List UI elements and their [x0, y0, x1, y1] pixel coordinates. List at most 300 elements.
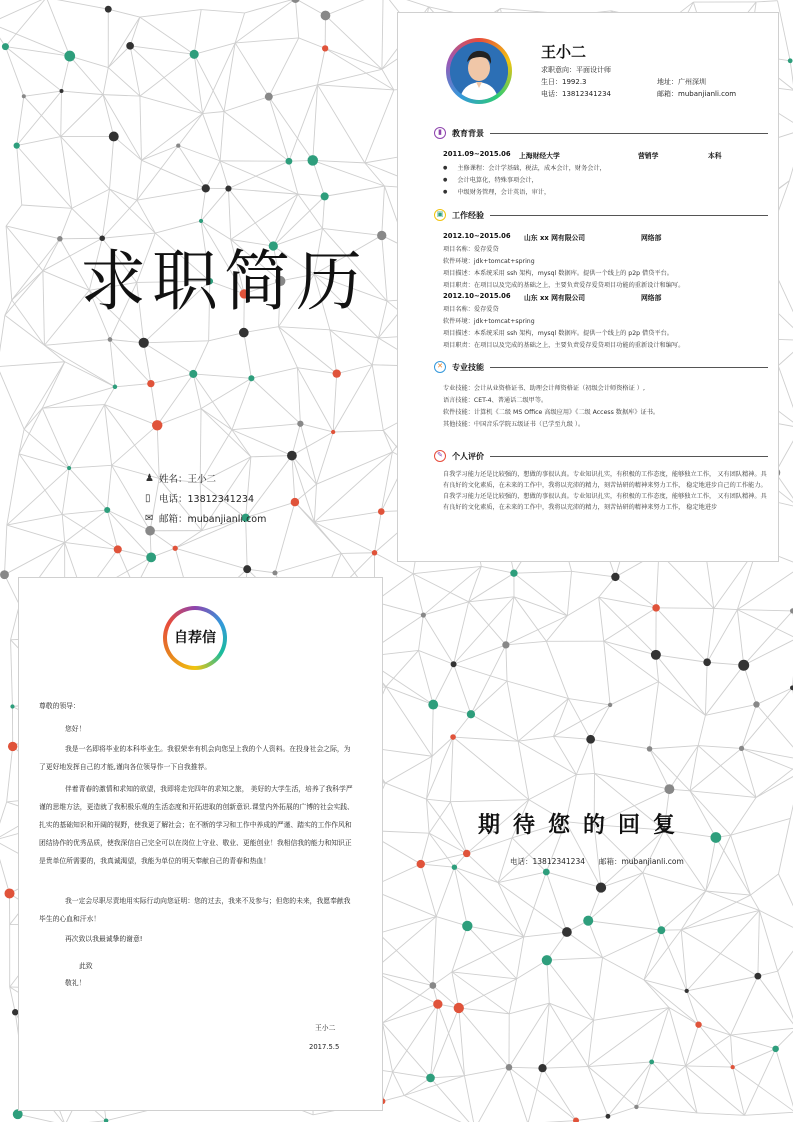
- network-line: [471, 714, 518, 741]
- network-line: [464, 1067, 509, 1075]
- network-line: [644, 980, 669, 1008]
- job-line: 软件环境：jdk+tomcat+spring: [443, 318, 535, 325]
- edu-period: 2011.09~2015.06: [443, 150, 511, 158]
- network-line: [413, 574, 469, 602]
- list-item: ● 主修课程：会计学基础，税法，成本会计，财务会计，: [443, 163, 606, 172]
- network-node: [286, 158, 293, 165]
- letter-paragraph: 再次致以我最诚挚的谢意!: [65, 935, 143, 943]
- network-node: [738, 660, 749, 671]
- network-line: [714, 608, 738, 609]
- network-line: [140, 17, 194, 54]
- network-line: [742, 704, 757, 748]
- network-line: [299, 38, 325, 48]
- network-line: [469, 602, 506, 645]
- network-node: [10, 704, 14, 708]
- skill-line: 软件技能：计算机《二级 MS Office 高级应用》《二级 Access 数据库》证书。: [443, 409, 660, 416]
- network-line: [232, 424, 300, 430]
- network-line: [365, 90, 394, 163]
- network-line: [194, 43, 235, 54]
- network-line: [464, 1076, 474, 1122]
- network-line: [553, 736, 576, 774]
- network-line: [325, 48, 394, 90]
- network-line: [547, 932, 567, 960]
- network-line: [114, 136, 142, 160]
- network-line: [201, 10, 244, 13]
- network-line: [110, 136, 114, 189]
- network-node: [657, 926, 665, 934]
- network-line: [382, 1072, 392, 1101]
- network-line: [698, 746, 741, 749]
- cover-phone: 电话：13812341234: [159, 494, 254, 505]
- network-line: [24, 429, 69, 468]
- network-line: [235, 0, 295, 43]
- network-line: [603, 958, 644, 980]
- network-line: [62, 468, 69, 514]
- network-node: [611, 573, 619, 581]
- network-line: [546, 616, 567, 642]
- network-line: [413, 566, 481, 573]
- network-line: [61, 95, 103, 137]
- network-node: [321, 11, 331, 21]
- network-line: [686, 1066, 733, 1067]
- network-line: [517, 960, 547, 979]
- network-line: [232, 378, 251, 429]
- network-line: [325, 48, 382, 69]
- network-line: [175, 531, 202, 549]
- network-node: [596, 882, 606, 892]
- network-line: [70, 56, 109, 68]
- cover-letter-page: [18, 577, 383, 1111]
- network-line: [514, 597, 546, 641]
- network-line: [151, 384, 157, 426]
- network-line: [481, 566, 514, 573]
- network-line: [295, 0, 298, 38]
- network-line: [650, 746, 699, 749]
- network-line: [382, 1023, 392, 1072]
- network-node: [291, 498, 299, 506]
- evaluation-title: 个人评价: [452, 451, 484, 461]
- network-node: [433, 999, 442, 1008]
- network-node: [322, 45, 328, 51]
- network-line: [61, 56, 69, 91]
- resume-name: 王小二: [541, 43, 587, 61]
- network-line: [758, 910, 760, 976]
- network-line: [543, 1067, 589, 1069]
- network-line: [140, 10, 201, 18]
- network-line: [759, 910, 777, 971]
- network-node: [731, 1065, 735, 1069]
- network-node: [562, 927, 572, 937]
- network-line: [706, 835, 731, 891]
- network-line: [421, 853, 467, 864]
- network-line: [576, 1116, 608, 1120]
- education-title: 教育背景: [452, 128, 484, 138]
- network-line: [778, 340, 793, 365]
- network-line: [269, 85, 318, 97]
- network-node: [64, 51, 75, 62]
- network-line: [130, 46, 194, 54]
- network-node: [608, 703, 612, 707]
- network-node: [190, 50, 199, 59]
- network-line: [604, 641, 659, 681]
- network-line: [7, 468, 69, 525]
- network-line: [42, 362, 64, 408]
- network-line: [759, 910, 793, 934]
- network-line: [594, 1008, 669, 1021]
- chart-icon: ▮: [434, 127, 446, 139]
- network-line: [643, 873, 706, 891]
- network-node: [8, 742, 17, 751]
- letter-date: 2017.5.5: [309, 1043, 340, 1051]
- network-line: [707, 662, 744, 665]
- network-node: [710, 832, 721, 843]
- network-line: [698, 715, 705, 745]
- network-line: [325, 15, 381, 69]
- network-line: [65, 362, 115, 387]
- network-line: [459, 1008, 465, 1076]
- job-line: 项目名称：爱存爱贷: [443, 246, 499, 253]
- network-line: [776, 1049, 793, 1112]
- network-line: [5, 271, 43, 315]
- network-line: [604, 641, 610, 705]
- edu-degree: 本科: [708, 152, 722, 160]
- phone-number: 电话：13812341234: [541, 90, 611, 98]
- network-line: [110, 340, 144, 343]
- network-line: [433, 664, 453, 704]
- network-line: [251, 378, 300, 423]
- network-line: [385, 756, 432, 783]
- network-node: [331, 430, 335, 434]
- network-line: [690, 791, 756, 798]
- network-line: [289, 161, 298, 194]
- network-node: [463, 850, 470, 857]
- work-header: [434, 208, 768, 222]
- job-company: 山东 xx 网有限公司: [524, 234, 586, 242]
- network-line: [591, 739, 650, 749]
- network-line: [421, 833, 429, 864]
- education-header: [434, 126, 768, 140]
- network-line: [69, 405, 104, 468]
- network-line: [44, 340, 110, 346]
- network-line: [137, 188, 206, 200]
- network-line: [103, 68, 108, 95]
- network-node: [421, 612, 426, 617]
- network-line: [313, 160, 365, 162]
- network-line: [144, 341, 209, 343]
- network-line: [686, 1066, 745, 1115]
- cover-contact: [145, 468, 266, 528]
- network-line: [0, 315, 5, 366]
- network-line: [322, 196, 324, 228]
- network-line: [697, 1113, 744, 1115]
- network-line: [69, 468, 107, 510]
- network-line: [751, 874, 779, 895]
- network-line: [279, 327, 337, 374]
- network-line: [318, 48, 326, 84]
- network-line: [235, 13, 244, 43]
- network-line: [452, 937, 524, 972]
- network-node: [108, 337, 113, 342]
- network-line: [778, 874, 793, 934]
- network-line: [686, 1035, 731, 1066]
- network-line: [70, 56, 103, 95]
- network-line: [244, 333, 252, 379]
- network-node: [248, 375, 254, 381]
- network-line: [6, 226, 60, 239]
- network-line: [731, 1035, 776, 1049]
- network-line: [588, 873, 643, 921]
- network-line: [4, 542, 64, 574]
- network-line: [251, 368, 297, 379]
- network-line: [314, 522, 341, 553]
- network-line: [543, 1020, 594, 1068]
- network-node: [4, 888, 14, 898]
- network-line: [341, 553, 374, 554]
- network-line: [588, 1067, 636, 1107]
- network-line: [220, 111, 224, 160]
- network-line: [705, 662, 707, 715]
- network-line: [224, 97, 269, 112]
- network-line: [244, 327, 279, 333]
- network-node: [176, 143, 180, 147]
- network-node: [307, 155, 318, 166]
- closing-2: 敬礼！: [65, 979, 86, 987]
- network-line: [393, 1072, 431, 1078]
- network-line: [314, 522, 374, 553]
- network-line: [0, 23, 5, 46]
- network-line: [372, 338, 378, 365]
- network-line: [43, 271, 45, 345]
- network-line: [314, 484, 316, 522]
- briefcase-icon: ▣: [434, 209, 446, 221]
- job-dept: 网络部: [641, 234, 662, 242]
- network-line: [650, 749, 670, 789]
- evaluation-header: [434, 449, 768, 463]
- job-line: 项目名称：爱存爱贷: [443, 306, 499, 313]
- network-line: [498, 883, 524, 937]
- portrait-image: [450, 42, 508, 100]
- network-line: [413, 574, 423, 615]
- network-line: [733, 1049, 776, 1067]
- network-line: [298, 194, 323, 228]
- network-line: [588, 1062, 652, 1067]
- network-node: [202, 184, 210, 192]
- network-line: [108, 46, 130, 68]
- job-line: 项目职责：在项目以及完成的基础之上，主要负责爱存爱贷项目功能的重新设计和编写。: [443, 282, 685, 289]
- network-node: [510, 570, 517, 577]
- network-line: [61, 91, 62, 137]
- network-line: [318, 85, 365, 163]
- letter-paragraph: 我一定会尽职尽责地用实际行动向您证明：您的过去，我来不及参与；但您的未来，我愿奉献我毕生的心血和汗水！: [39, 897, 351, 923]
- network-line: [576, 739, 590, 774]
- network-line: [509, 1067, 576, 1120]
- network-node: [426, 1074, 435, 1083]
- network-node: [14, 143, 20, 149]
- network-line: [453, 714, 471, 737]
- network-line: [543, 1068, 576, 1120]
- network-line: [452, 972, 517, 979]
- network-node: [502, 641, 509, 648]
- network-line: [636, 1107, 697, 1113]
- person-icon: ♟: [145, 472, 154, 484]
- network-line: [705, 665, 743, 715]
- network-line: [595, 773, 670, 789]
- network-line: [19, 454, 69, 468]
- network-line: [382, 986, 432, 1023]
- network-node: [685, 989, 689, 993]
- network-line: [431, 1008, 459, 1078]
- network-line: [438, 1004, 465, 1076]
- network-line: [393, 1072, 405, 1096]
- network-line: [112, 425, 158, 465]
- network-node: [225, 186, 231, 192]
- network-line: [421, 864, 455, 867]
- job-line: 项目职责：在项目以及完成的基础之上，主要负责爱存爱贷项目功能的重新设计和编写。: [443, 342, 685, 349]
- list-item: ● 中级财务管理，会计英语，审计，: [443, 187, 550, 196]
- network-line: [731, 835, 751, 895]
- network-line: [776, 1028, 793, 1049]
- network-line: [203, 111, 224, 113]
- network-line: [518, 699, 568, 742]
- network-line: [742, 688, 793, 749]
- network-node: [59, 89, 63, 93]
- network-line: [419, 650, 454, 664]
- network-line: [599, 597, 604, 641]
- network-line: [778, 934, 793, 971]
- network-node: [695, 1021, 701, 1027]
- network-line: [514, 573, 567, 616]
- network-line: [382, 186, 385, 235]
- network-line: [681, 930, 758, 976]
- network-line: [12, 271, 43, 300]
- network-node: [542, 955, 552, 965]
- network-line: [61, 137, 110, 190]
- network-node: [67, 466, 71, 470]
- edu-major: 营销学: [638, 152, 659, 160]
- network-line: [742, 748, 793, 760]
- network-node: [265, 93, 273, 101]
- network-node: [57, 236, 62, 241]
- network-line: [115, 384, 151, 387]
- network-line: [568, 699, 610, 705]
- network-line: [333, 430, 383, 432]
- network-line: [568, 699, 590, 740]
- network-line: [118, 549, 151, 557]
- network-line: [690, 791, 731, 835]
- network-line: [0, 367, 24, 430]
- network-line: [313, 160, 325, 196]
- network-line: [699, 1025, 733, 1067]
- phone-icon: ▯: [145, 492, 151, 504]
- network-node: [189, 370, 197, 378]
- network-line: [567, 571, 571, 616]
- network-line: [529, 775, 577, 800]
- network-line: [594, 958, 603, 1021]
- job-intent: 求职意向：平面设计师: [541, 66, 611, 74]
- avatar: [446, 38, 512, 104]
- network-line: [507, 681, 568, 699]
- network-node: [272, 570, 277, 575]
- thanks-title: 期待您的回复: [478, 813, 689, 838]
- edu-school: 上海财经大学: [519, 152, 560, 160]
- network-line: [452, 926, 467, 972]
- network-line: [110, 189, 156, 233]
- network-line: [141, 160, 205, 188]
- network-line: [471, 681, 507, 714]
- network-line: [295, 0, 325, 15]
- network-line: [382, 1095, 404, 1101]
- network-line: [22, 205, 72, 208]
- evaluation-text: 自我学习能力还是比较强的，想做的事很认真。专业知识扎实，有积极的工作态度，能够独立工作， 又有团队精神。具有良好的文化素质，在未来的工作中，我将以充沛的精力，刻苦钻研的精神来努力工作， 稳定地进步自己的工作能力。自我学习能力还是比较强的，想做的事很认真。专业知识扎实，有积极的工作态度，能够独立工作， 又有团队精神。具有良好的文化素质，在未来的工作中，我将以充沛的精力，刻苦钻研的精神来努力工作， 稳定地进步: [443, 471, 767, 511]
- network-line: [756, 760, 793, 797]
- network-line: [330, 330, 372, 365]
- network-line: [103, 95, 141, 161]
- network-line: [433, 917, 436, 986]
- network-line: [44, 345, 64, 361]
- network-node: [538, 1064, 546, 1072]
- network-line: [716, 837, 751, 895]
- network-line: [0, 0, 46, 23]
- network-line: [7, 746, 13, 802]
- network-line: [453, 737, 518, 741]
- thanks-phone: 电话：13812341234: [510, 857, 585, 866]
- network-line: [10, 987, 16, 1012]
- network-line: [275, 553, 341, 572]
- network-line: [372, 365, 383, 431]
- network-line: [206, 161, 220, 188]
- network-line: [681, 930, 686, 991]
- network-line: [245, 0, 296, 13]
- network-line: [514, 597, 567, 616]
- network-line: [745, 1112, 793, 1115]
- network-node: [753, 701, 759, 707]
- network-node: [146, 552, 156, 562]
- network-line: [528, 1068, 543, 1122]
- network-line: [423, 602, 468, 615]
- network-line: [201, 378, 251, 408]
- network-line: [756, 1, 777, 2]
- network-line: [731, 1035, 733, 1067]
- letter-title: 自荐信: [167, 610, 223, 666]
- network-line: [661, 891, 705, 930]
- network-line: [509, 1067, 543, 1068]
- network-node: [452, 864, 457, 869]
- network-line: [224, 43, 235, 112]
- network-line: [393, 1004, 438, 1072]
- network-line: [454, 602, 469, 664]
- network-line: [705, 704, 756, 715]
- network-line: [24, 91, 62, 96]
- network-node: [428, 700, 438, 710]
- letter-badge: [163, 606, 227, 670]
- cover-name: 姓名：王小二: [159, 474, 217, 485]
- network-line: [681, 910, 759, 929]
- network-line: [737, 610, 792, 611]
- network-line: [731, 1028, 793, 1035]
- network-line: [644, 930, 661, 980]
- network-line: [0, 362, 65, 367]
- network-node: [239, 328, 249, 338]
- job-dept: 网络部: [641, 294, 662, 302]
- skill-line: 专业技能：会计从业资格证书、助理会计师资格证（初级会计师资格证 ）,: [443, 385, 645, 392]
- greeting: 您好！: [65, 725, 86, 733]
- network-line: [698, 746, 756, 798]
- network-node: [104, 507, 110, 513]
- network-line: [279, 327, 298, 368]
- network-line: [46, 0, 108, 9]
- network-node: [109, 132, 119, 142]
- skills-title: 专业技能: [452, 362, 484, 372]
